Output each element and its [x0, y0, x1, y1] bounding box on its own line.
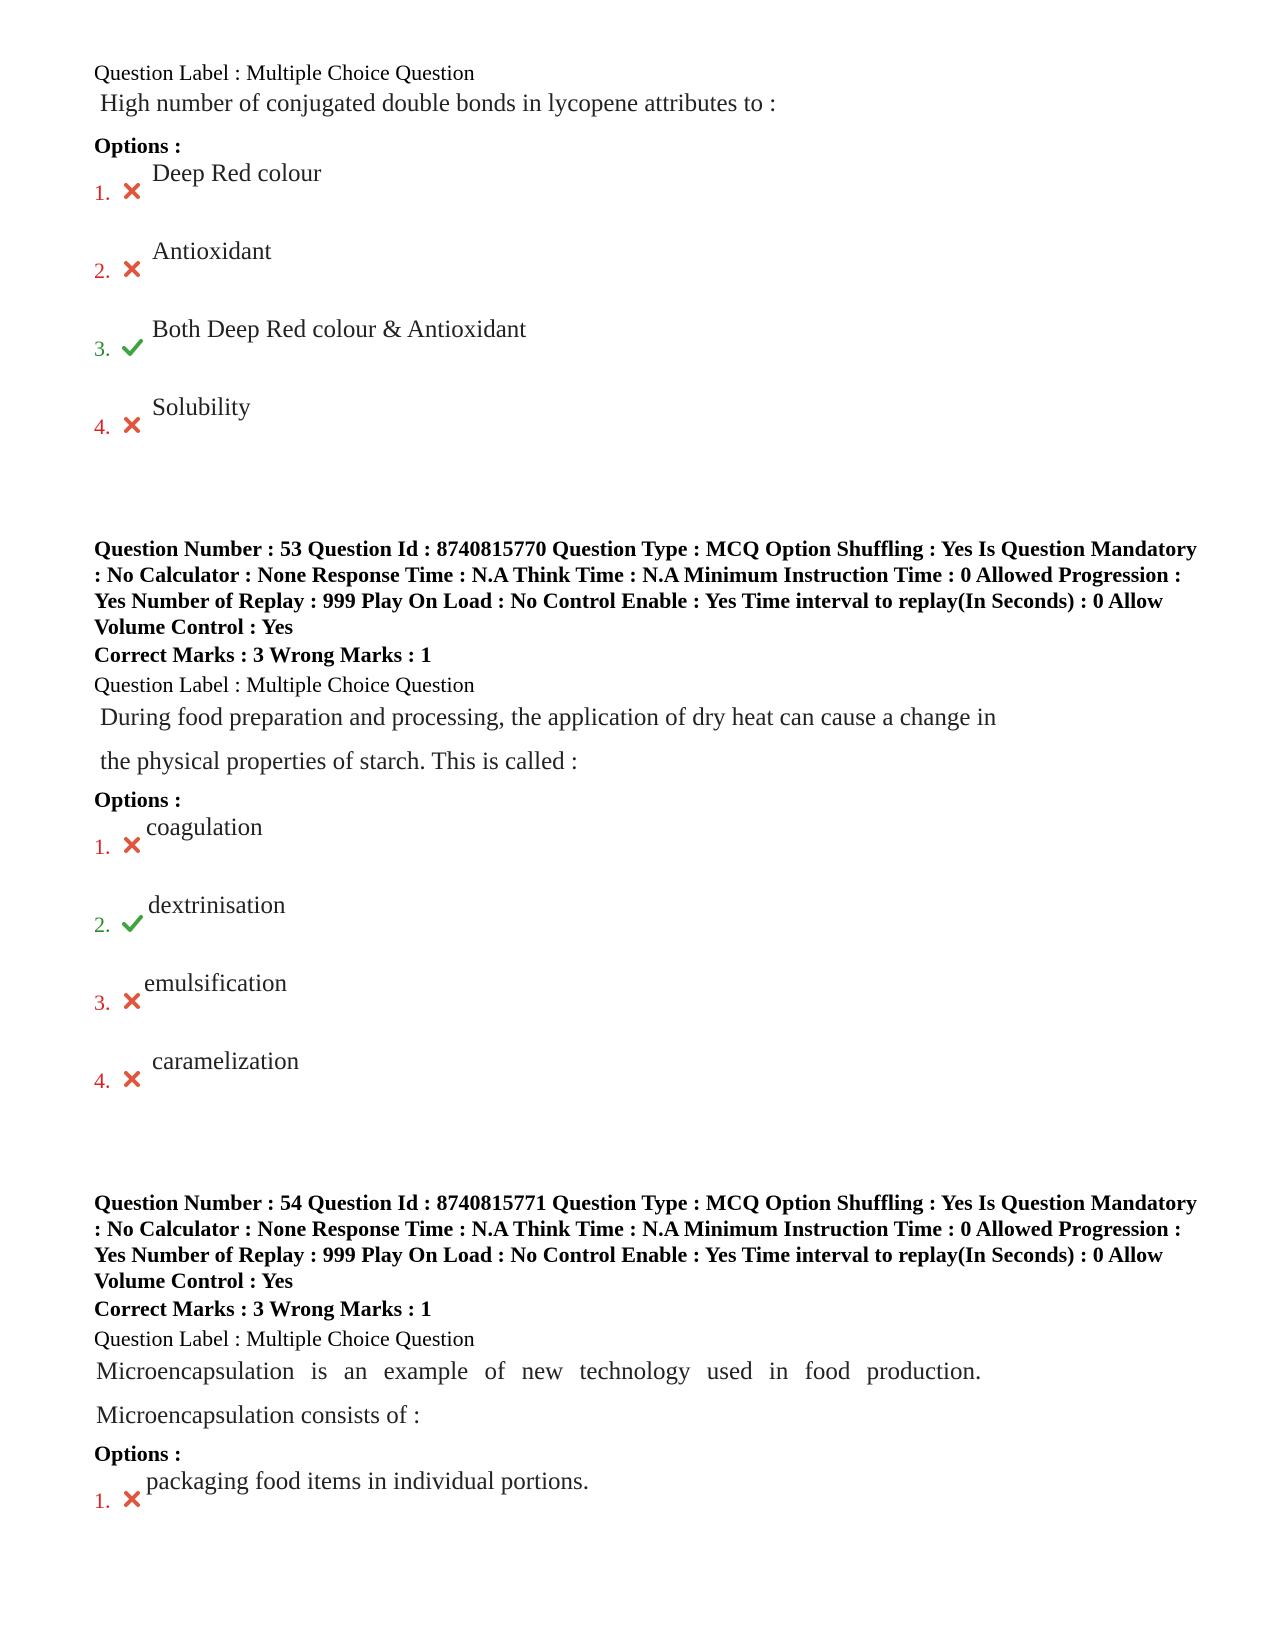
cross-icon: [121, 414, 143, 436]
option-3: [94, 970, 1204, 1048]
option-4: [94, 1048, 1204, 1126]
option-text: Solubility: [152, 394, 251, 421]
cross-icon: [121, 990, 143, 1012]
option-text: dextrinisation: [148, 892, 286, 919]
option-number: 2.: [94, 258, 111, 283]
question-label: Question Label : Multiple Choice Question: [94, 1326, 475, 1351]
option-number: 1.: [94, 1488, 111, 1513]
question-meta: Question Number : 54 Question Id : 8740815771 Question Type : MCQ Option Shuffling : Yes Is Question Mandatory : No Calculator : None Response Time : N.A Think Time : N.A Minimum Instruction Time : 0 Allowed Progression : Yes Number of Replay : 999 Play On Load : No Control Enable : Yes Time interval to replay(In Seconds) : 0 Allow Volume Control : Yes: [94, 1190, 1197, 1293]
option-text: Deep Red colour: [152, 160, 322, 187]
cross-icon: [121, 1068, 143, 1090]
cross-icon: [121, 834, 143, 856]
option-number: 3.: [94, 336, 111, 361]
cross-icon: [121, 1488, 143, 1510]
question-label: Question Label : Multiple Choice Question: [94, 60, 475, 85]
question-text-line-2: the physical properties of starch. This is called :: [100, 748, 578, 775]
check-icon: [121, 336, 143, 358]
question-label: Question Label : Multiple Choice Question: [94, 672, 475, 697]
question-text: High number of conjugated double bonds in lycopene attributes to :: [100, 90, 777, 117]
question-meta: Question Number : 53 Question Id : 8740815770 Question Type : MCQ Option Shuffling : Yes Is Question Mandatory : No Calculator : None Response Time : N.A Think Time : N.A Minimum Instruction Time : 0 Allowed Progression : Yes Number of Replay : 999 Play On Load : No Control Enable : Yes Time interval to replay(In Seconds) : 0 Allow Volume Control : Yes: [94, 536, 1197, 639]
option-text: packaging food items in individual portions.: [146, 1468, 589, 1495]
option-number: 4.: [94, 1068, 111, 1093]
option-number: 4.: [94, 414, 111, 439]
option-4: [94, 394, 1204, 472]
question-text-line-1: Microencapsulation is an example of new technology used in food production.: [96, 1358, 982, 1385]
option-text: Both Deep Red colour & Antioxidant: [152, 316, 527, 343]
option-text: Antioxidant: [152, 238, 272, 265]
question-text-line-2: Microencapsulation consists of :: [96, 1402, 421, 1429]
option-number: 2.: [94, 912, 111, 937]
question-marks: Correct Marks : 3 Wrong Marks : 1: [94, 1296, 432, 1321]
option-number: 3.: [94, 990, 111, 1015]
question-text-line-1: During food preparation and processing, the application of dry heat can cause a change in: [100, 704, 997, 731]
cross-icon: [121, 180, 143, 202]
options-heading: Options :: [94, 1441, 182, 1466]
options-heading: Options :: [94, 133, 182, 158]
option-text: caramelization: [152, 1048, 300, 1075]
option-1: [94, 1468, 1204, 1546]
options-heading: Options :: [94, 787, 182, 812]
option-2: [94, 238, 1204, 316]
option-text: emulsification: [144, 970, 288, 997]
option-1: [94, 814, 1204, 892]
option-number: 1.: [94, 180, 111, 205]
cross-icon: [121, 258, 143, 280]
question-marks: Correct Marks : 3 Wrong Marks : 1: [94, 642, 432, 667]
option-text: coagulation: [146, 814, 263, 841]
question-54: [94, 1190, 1204, 1546]
option-number: 1.: [94, 834, 111, 859]
question-53: [94, 536, 1204, 1126]
option-3: [94, 316, 1204, 394]
question-paper-page: [94, 58, 1204, 1546]
check-icon: [121, 912, 143, 934]
question-52: [94, 58, 1204, 472]
option-1: [94, 160, 1204, 238]
option-2: [94, 892, 1204, 970]
